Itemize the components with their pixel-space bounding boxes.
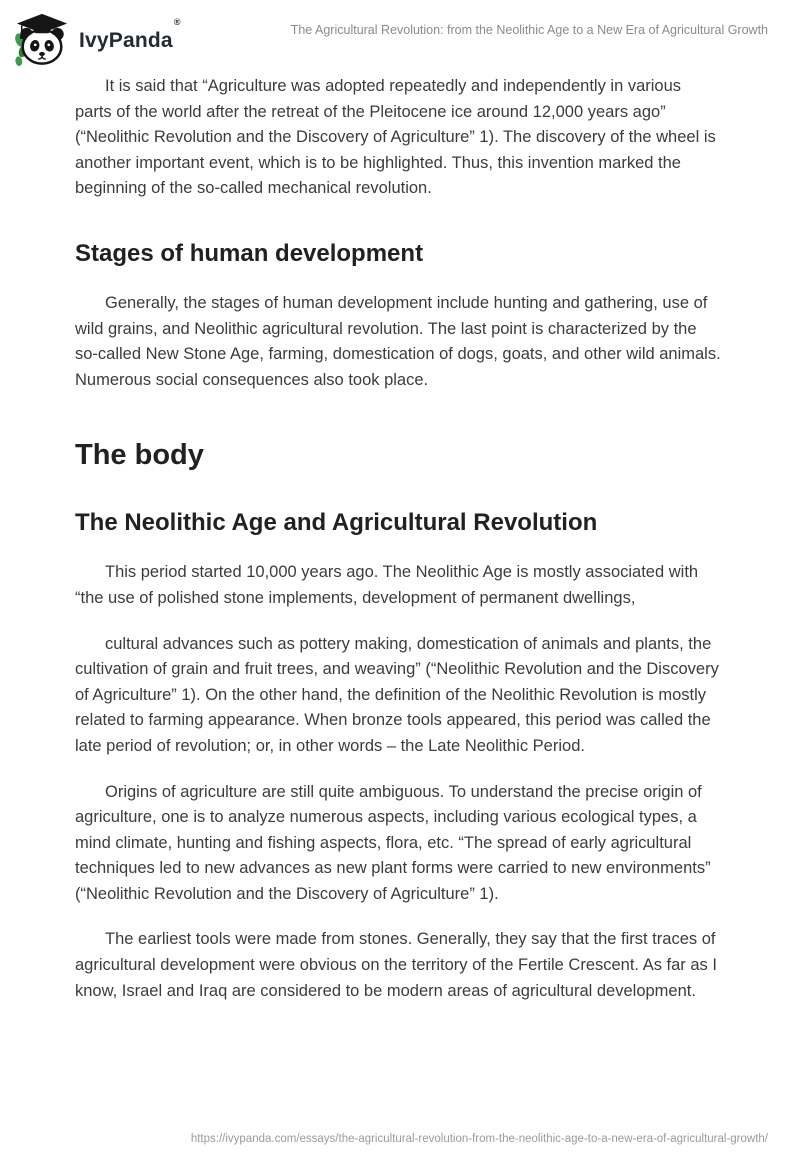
paragraph-origins: Origins of agriculture are still quite ambiguous. To understand the precise origin of agriculture, one is to analyze numerous aspects, including various ecological types, a mind climate, hunting and fishing aspects, flora, etc. “The spread of early agricultural techniques led to new advances as new plant forms were carried to new environments” (“Neolithic Revolution and the Discovery of Agriculture” 1). [75, 782, 711, 903]
source-url-link[interactable]: https://ivypanda.com/essays/the-agricultural-revolution-from-the-neolithic-age-to-a-new-era-of-agricultural-growth/ [190, 1133, 768, 1145]
registered-mark: ® [173, 17, 181, 27]
document-title: The Agricultural Revolution: from the Neolithic Age to a New Era of Agricultural Growth [290, 23, 768, 37]
paragraph-cultural: cultural advances such as pottery making, domestication of animals and plants, the cultivation of grain and fruit trees, and weaving” (“Neolithic Revolution and the Discovery of Agriculture” 1). On the other hand, the definition of the Neolithic Revolution is mostly related to farming appearance. When bronze tools appeared, this period was called the late period of revolution; or, in other words – the Late Neolithic Period. [75, 634, 719, 755]
article [0, 62, 800, 1004]
paragraph-period: This period started 10,000 years ago. The Neolithic Age is mostly associated with “the use of polished stone implements, development of permanent dwellings, [75, 563, 699, 607]
heading-neolithic-age: The Neolithic Age and Agricultural Revolution [75, 509, 598, 537]
paragraph-tools: The earliest tools were made from stones. Generally, they say that the first traces of agricultural development were obvious on the territory of the Fertile Crescent. As far as I know, Israel and Iraq are considered to be modern areas of agricultural development. [75, 930, 717, 1000]
footer [0, 1129, 768, 1147]
heading-stages-of-human-development: Stages of human development [75, 239, 424, 267]
paragraph-intro: It is said that “Agriculture was adopted repeatedly and independently in various parts of the world after the retreat of the Pleitocene ice around 12,000 years ago” (“Neolithic Revolution and the Discovery of Agriculture” 1). The discovery of the wheel is another important event, which is to be highlighted. Thus, this invention marked the beginning of the so-called mechanical revolution. [75, 77, 716, 198]
heading-the-body: The body [75, 439, 204, 472]
paragraph-stages: Generally, the stages of human development include hunting and gathering, use of wild grains, and Neolithic agricultural revolution. The last point is characterized by the so-called New Stone Age, farming, domestication of dogs, goats, and other wild animals. Numerous social consequences also took place. [75, 293, 721, 389]
brand-logo[interactable] [14, 8, 180, 69]
ivypanda-panda-icon [14, 11, 70, 67]
brand-name: IvyPanda® [79, 17, 181, 52]
header [0, 0, 800, 62]
